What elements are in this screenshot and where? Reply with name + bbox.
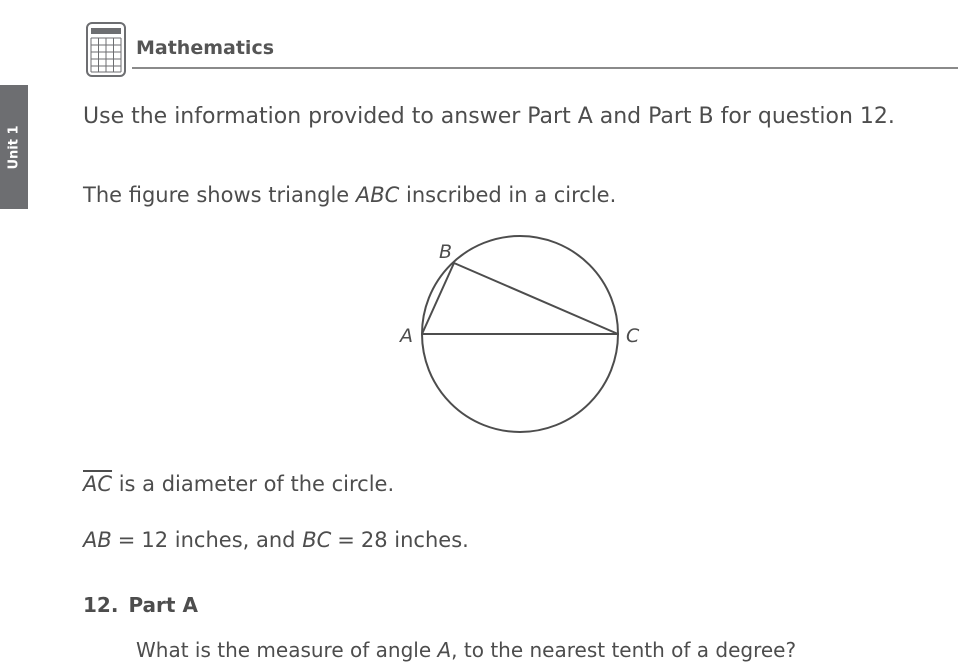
part-heading bbox=[83, 593, 198, 617]
equals-sign: = bbox=[117, 528, 136, 552]
segment-ab: AB bbox=[83, 528, 112, 552]
part-label: Part A bbox=[128, 593, 198, 617]
ab-value: 12 inches, and bbox=[141, 528, 296, 552]
bc-value: 28 inches. bbox=[360, 528, 469, 552]
segment-bc: BC bbox=[302, 528, 332, 552]
figure-caption bbox=[83, 183, 616, 207]
question-after: , to the nearest tenth of a degree? bbox=[451, 638, 797, 662]
header-divider bbox=[132, 67, 958, 69]
diameter-text: is a diameter of the circle. bbox=[112, 472, 395, 496]
vertex-label-a: A bbox=[400, 325, 413, 347]
triangle-name: ABC bbox=[355, 183, 400, 207]
inscribed-triangle-figure bbox=[390, 230, 650, 440]
question-before: What is the measure of angle bbox=[136, 638, 438, 662]
caption-text-after: inscribed in a circle. bbox=[399, 183, 617, 207]
question-number: 12. bbox=[83, 593, 119, 617]
unit-side-tab bbox=[0, 85, 28, 209]
vertex-label-b: B bbox=[439, 241, 453, 263]
unit-tab-label: Unit 1 bbox=[6, 124, 22, 170]
segment-ac: $\overline{AC}$ bbox=[83, 472, 113, 496]
question-text bbox=[136, 638, 796, 662]
section-title: Mathematics bbox=[136, 37, 275, 59]
calculator-icon bbox=[86, 22, 126, 77]
caption-text-before: The figure shows triangle bbox=[83, 183, 356, 207]
diameter-statement bbox=[83, 472, 394, 496]
angle-name: A bbox=[437, 638, 452, 662]
triangle-abc bbox=[422, 263, 618, 334]
vertex-label-c: C bbox=[626, 325, 640, 347]
side-lengths bbox=[83, 528, 469, 552]
intro-text: Use the information provided to answer Part A and Part B for question 12. bbox=[83, 104, 895, 129]
equals-sign: = bbox=[337, 528, 355, 552]
